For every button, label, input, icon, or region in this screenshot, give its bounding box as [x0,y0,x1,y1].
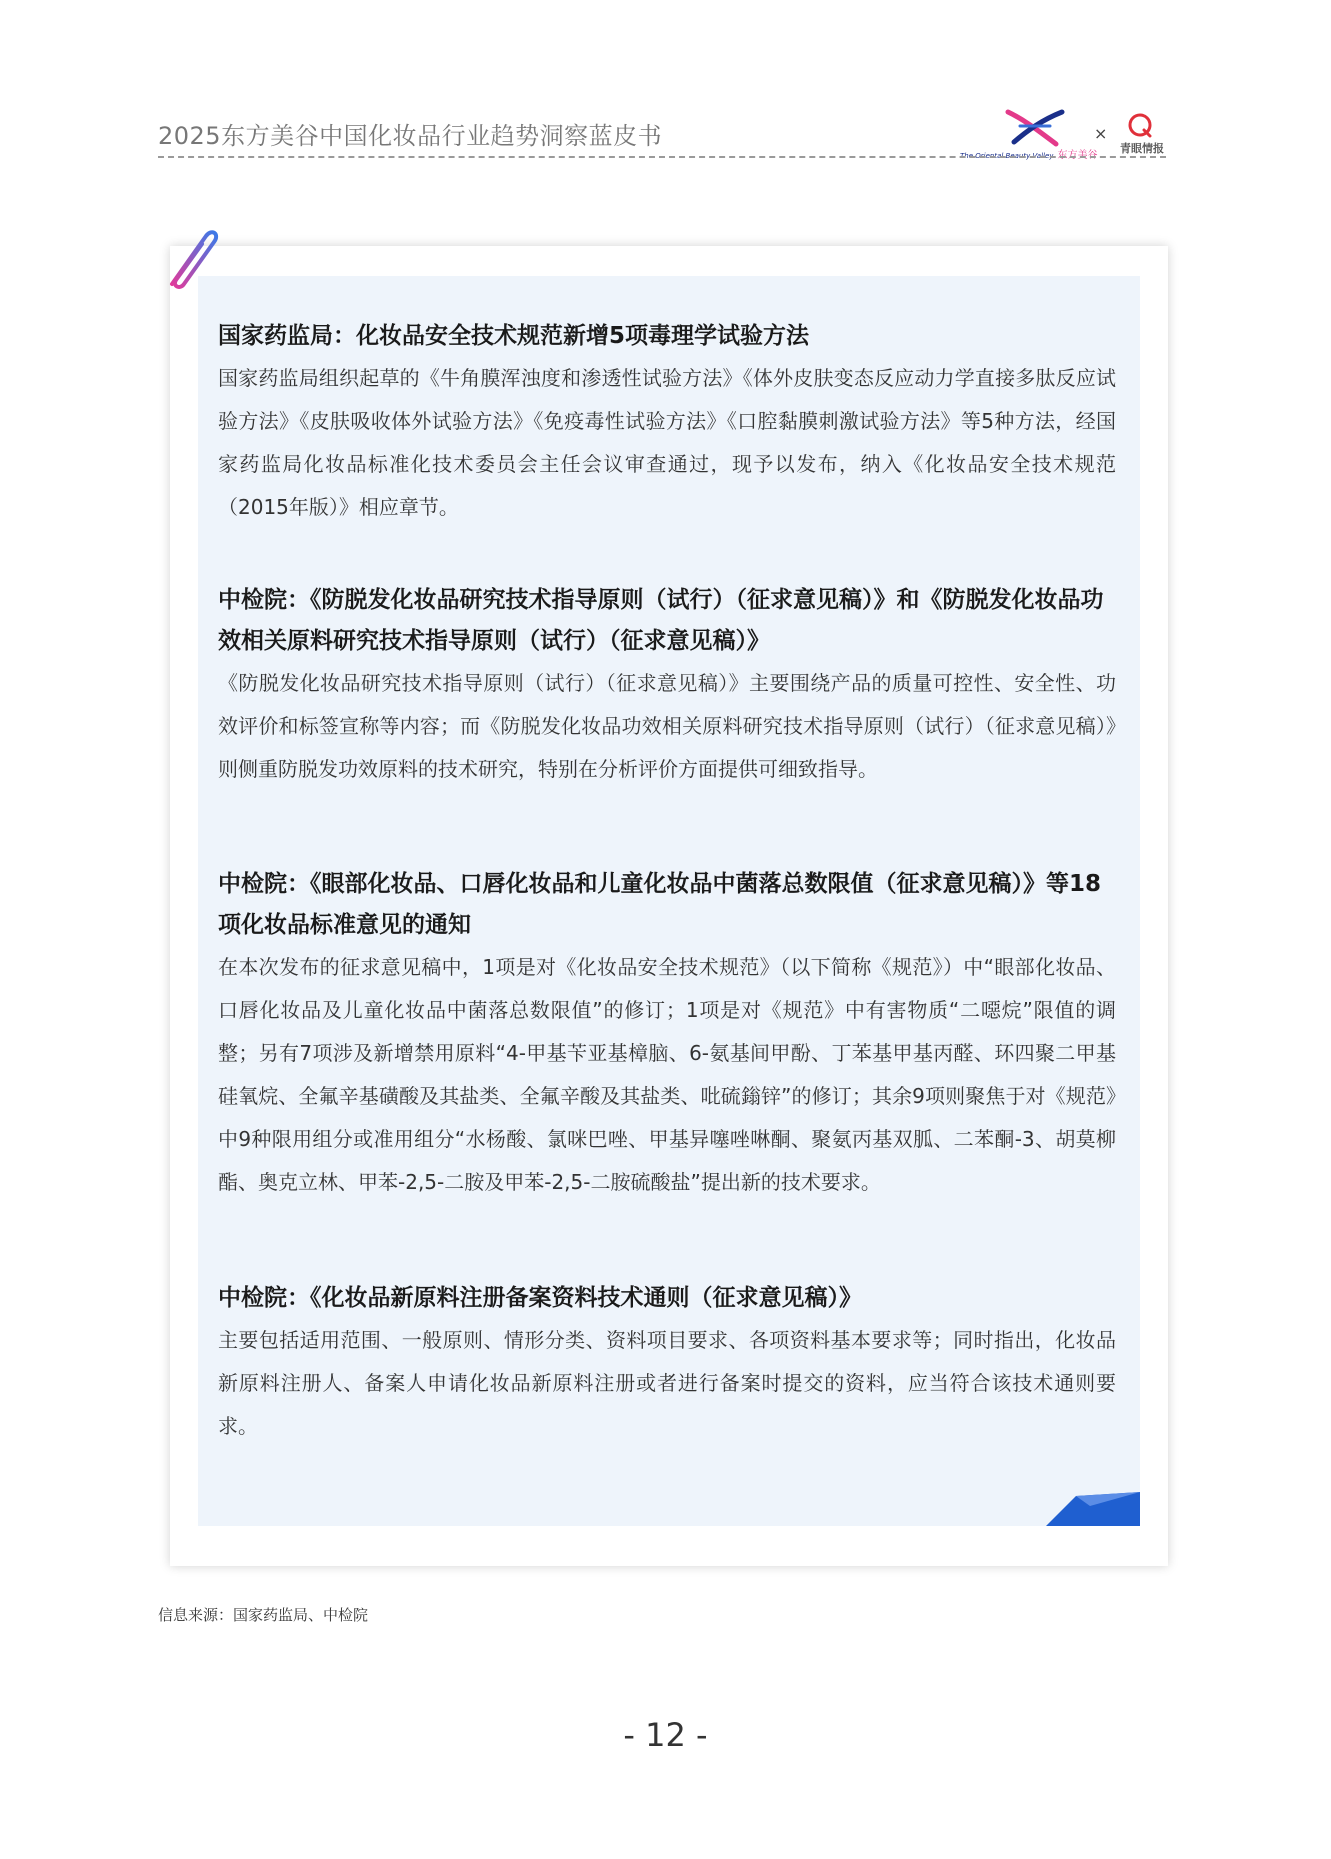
logo-caption-en: The Oriental Beauty Valley [960,152,1054,160]
section-title: 中检院：《化妆品新原料注册备案资料技术通则（征求意见稿）》 [218,1285,862,1311]
qingyan-logo-icon [1122,112,1158,142]
section-2 [218,580,1116,791]
section-1 [218,316,1116,529]
logo-caption-cn: 东方美谷 [1057,150,1098,161]
section-3 [218,864,1116,1204]
content-card [170,246,1168,1566]
section-body: 《防脱发化妆品研究技术指导原则（试行）（征求意见稿）》主要围绕产品的质量可控性、安全性、功效评价和标签宣称等内容；而《防脱发化妆品功效相关原料研究技术指导原则（试行）（征求意见稿）》则侧重防脱发功效原料的技术研究，特别在分析评价方面提供可细致指导。 [218,671,1116,781]
section-title: 中检院：《防脱发化妆品研究技术指导原则（试行）（征求意见稿）》和《防脱发化妆品功效相关原料研究技术指导原则（试行）（征求意见稿）》 [218,587,1104,654]
header-divider [158,156,1166,158]
section-title: 中检院：《眼部化妆品、口唇化妆品和儿童化妆品中菌落总数限值（征求意见稿）》等18项化妆品标准意见的通知 [218,871,1102,938]
source-note: 信息来源：国家药监局、中检院 [158,1606,369,1624]
header-logos [960,108,1170,161]
corner-accent-icon [1046,1492,1140,1526]
paperclip-icon [160,222,220,292]
qingyan-caption: 青眼情报 [1120,142,1164,155]
oriental-beauty-valley-caption [960,146,1097,161]
section-title: 国家药监局：化妆品安全技术规范新增5项毒理学试验方法 [218,323,810,349]
section-body: 在本次发布的征求意见稿中，1项是对《化妆品安全技术规范》（以下简称《规范》）中“眼部化妆品、口唇化妆品及儿童化妆品中菌落总数限值”的修订；1项是对《规范》中有害物质“二噁烷”限值的调整；另有7项涉及新增禁用原料“4-甲基苄亚基樟脑、6-氨基间甲酚、丁苯基甲基丙醛、环四聚二甲基硅氧烷、全氟辛基磺酸及其盐类、全氟辛酸及其盐类、吡硫鎓锌”的修订；其余9项则聚焦于对《规范》中9种限用组分或准用组分“水杨酸、氯咪巴唑、甲基异噻唑啉酮、聚氨丙基双胍、二苯酮-3、胡莫柳酯、奥克立林、甲苯-2,5-二胺及甲苯-2,5-二胺硫酸盐”提出新的技术要求。 [218,955,1116,1194]
section-4 [218,1278,1116,1448]
section-body: 国家药监局组织起草的《牛角膜浑浊度和渗透性试验方法》《体外皮肤变态反应动力学直接多肽反应试验方法》《皮肤吸收体外试验方法》《免疫毒性试验方法》《口腔黏膜刺激试验方法》等5种方法，经国家药监局化妆品标准化技术委员会主任会议审查通过，现予以发布，纳入《化妆品安全技术规范（2015年版）》相应章节。 [218,366,1116,519]
page-number: - 12 - [623,1716,708,1754]
logo-separator: × [1094,124,1108,143]
section-body: 主要包括适用范围、一般原则、情形分类、资料项目要求、各项资料基本要求等；同时指出，化妆品新原料注册人、备案人申请化妆品新原料注册或者进行备案时提交的资料，应当符合该技术通则要求。 [218,1328,1116,1438]
header-title: 2025东方美谷中国化妆品行业趋势洞察蓝皮书 [158,122,663,150]
oriental-beauty-valley-logo-icon [1000,108,1070,148]
